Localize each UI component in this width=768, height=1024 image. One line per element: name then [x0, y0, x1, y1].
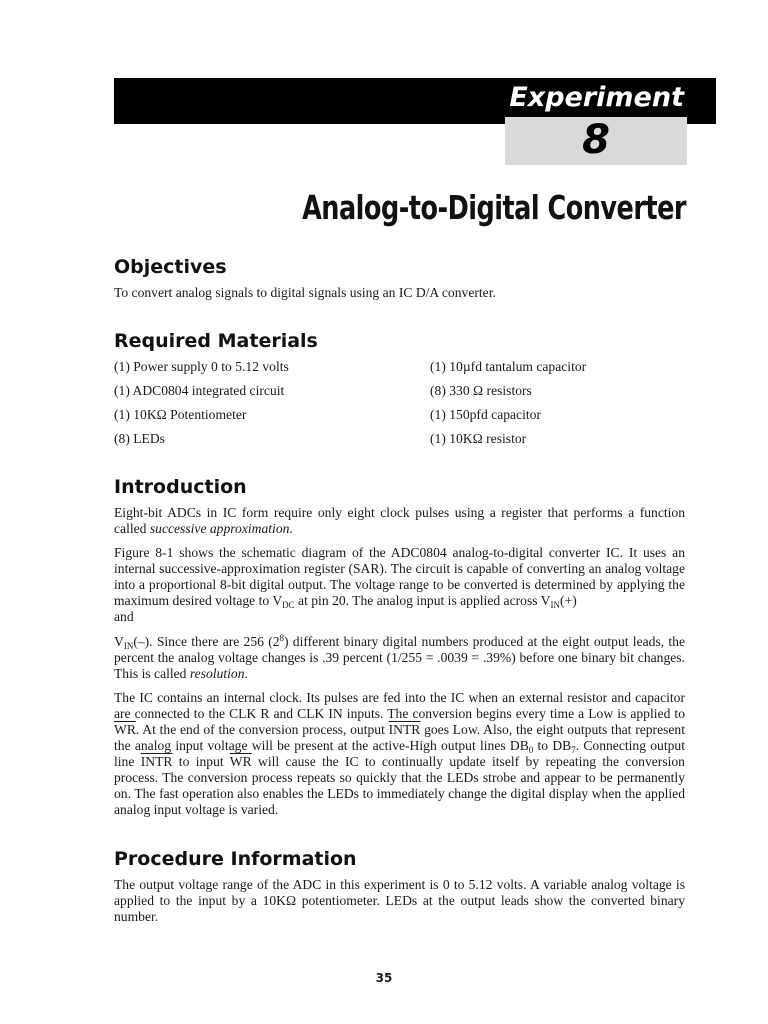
material-item: (8) 330 Ω resistors — [430, 383, 532, 398]
material-item: (1) 150pfd capacitor — [430, 407, 541, 422]
intro-paragraph-4: The IC contains an internal clock. Its pulses are fed into the IC when an external resistor and capacitor are connected to the CLK R and CLK IN inputs. The conversion begins every time a Low is applied to $\overline{WR}$. At the end of the conversion process, output INTR goes Low. Also, the eight outputs that represent the analog input voltage will be present at the active-High output lines $DB_0$ to $DB_7$. Connecting output line INTR to input $\overline{WR}$ will cause the IC to continually update itself by repeating the conversion process. The conversion process repeats so quickly that the LEDs strobe and appear to be permanently on. The fast operation also enables the LEDs to immediately change the digital display when the applied analog input voltage is varied. — [114, 690, 686, 817]
page-number: 35 — [375, 971, 393, 985]
material-item: (1) 10µfd tantalum capacitor — [430, 359, 587, 374]
intro-paragraph-1: Eight-bit ADCs in IC form require only eight clock pulses using a register that performs a function called successive approximation. — [114, 505, 685, 536]
procedure-heading: Procedure Information — [114, 848, 357, 870]
experiment-number: 8 — [582, 117, 610, 163]
procedure-text: The output voltage range of the ADC in this experiment is 0 to 5.12 volts. A variable analog voltage is applied to the input by a 10KΩ potentiometer. LEDs at the output leads show the converted binary number. — [114, 877, 685, 924]
page-title: Analog-to-Digital Converter — [302, 188, 686, 227]
intro-paragraph-2: Figure 8-1 shows the schematic diagram of the ADC0804 analog-to-digital converter IC. It uses an internal successive-approximation register (SAR). The circuit is capable of converting an analog voltage into a proportional 8-bit digital output. The voltage range to be converted is determined by applying the maximum desired voltage to $V_{DC}$ at pin 20. The analog input is applied across $V_{IN}(+)$ and — [114, 545, 685, 624]
material-item: (1) 10KΩ Potentiometer — [114, 407, 247, 422]
objectives-text: To convert analog signals to digital signals using an IC D/A converter. — [114, 285, 496, 300]
material-item: (1) 10KΩ resistor — [430, 431, 527, 446]
material-item: (8) LEDs — [114, 431, 165, 446]
material-item: (1) Power supply 0 to 5.12 volts — [114, 359, 289, 374]
material-item: (1) ADC0804 integrated circuit — [114, 383, 285, 398]
objectives-heading: Objectives — [114, 256, 227, 278]
intro-paragraph-3: $V_{IN}(-)$. Since there are 256 $(2^8)$ different binary digital numbers produced at the eight output leads, the percent the analog voltage changes is .39 percent (1/255 = .0039 = .39%) before one binary bit changes. This is called resolution. — [114, 633, 685, 681]
materials-heading: Required Materials — [114, 330, 318, 352]
experiment-number-box — [505, 117, 687, 165]
introduction-heading: Introduction — [114, 476, 247, 498]
experiment-label: Experiment — [509, 82, 684, 113]
